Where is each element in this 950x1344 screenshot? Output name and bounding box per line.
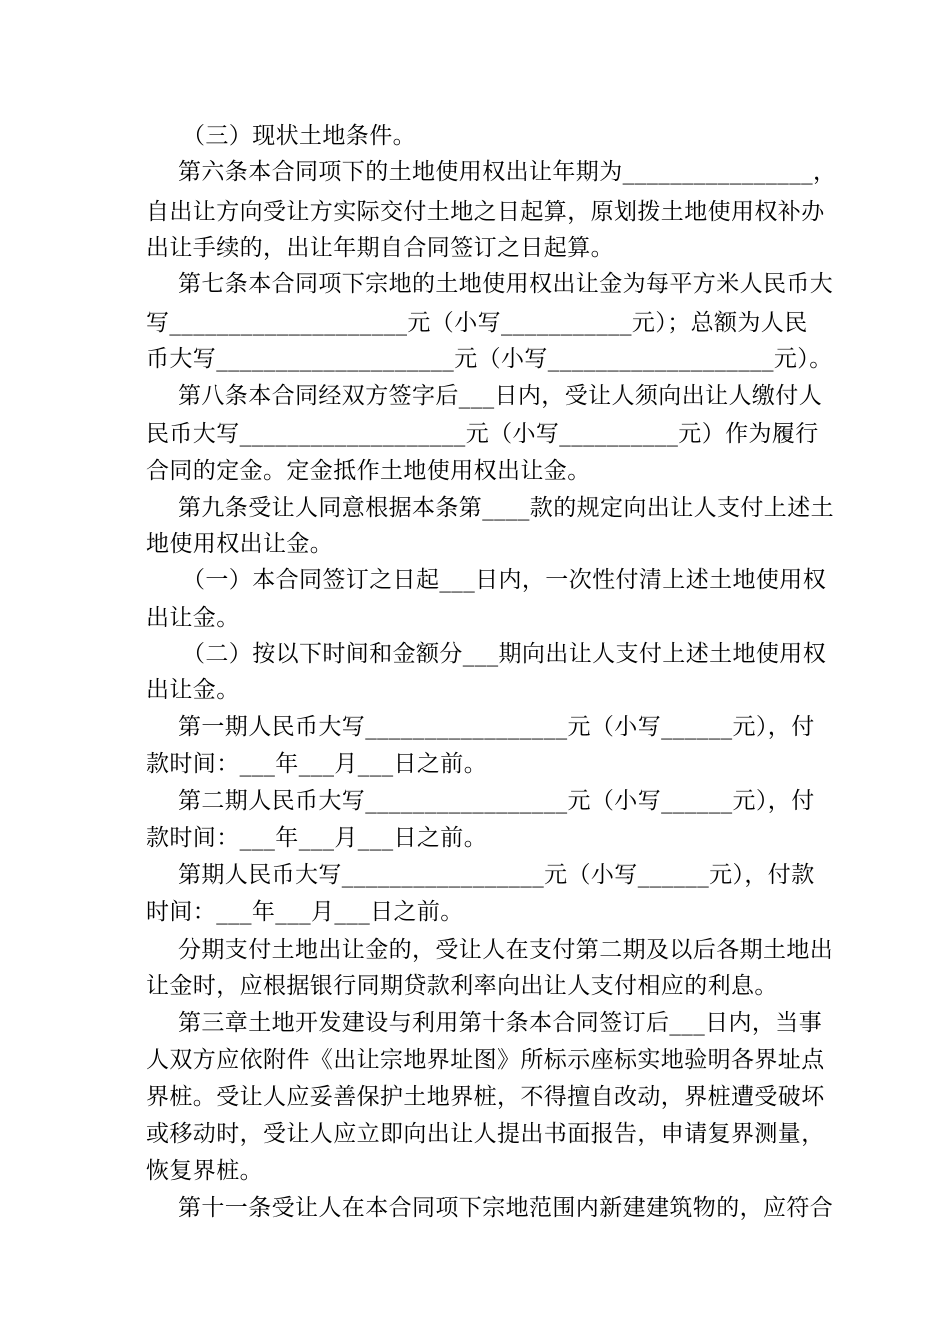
text-line: 分期支付土地出让金的，受让人在支付第二期及以后各期土地出 bbox=[178, 937, 834, 963]
text-line: 第十一条受让人在本合同项下宗地范围内新建建筑物的，应符合 bbox=[178, 1195, 834, 1221]
text-line: 出让金。 bbox=[146, 677, 240, 703]
text-line: 自出让方向受让方实际交付土地之日起算，原划拨土地使用权补办 bbox=[146, 199, 825, 225]
text-line: 第九条受让人同意根据本条第____款的规定向出让人支付上述土 bbox=[178, 495, 834, 521]
text-line: 出让金。 bbox=[146, 605, 240, 631]
text-line: 民币大写___________________元（小写__________元）作为履行 bbox=[146, 421, 819, 447]
text-line: 写____________________元（小写___________元）；总额为人民 bbox=[146, 310, 808, 336]
text-line: 让金时，应根据银行同期贷款利率向出让人支付相应的利息。 bbox=[146, 973, 778, 999]
text-line: 第二期人民币大写_________________元（小写______元），付 bbox=[178, 788, 815, 814]
text-line: 币大写____________________元（小写___________________元）。 bbox=[146, 346, 833, 372]
text-line: 第一期人民币大写_________________元（小写______元），付 bbox=[178, 714, 815, 740]
text-line: 第六条本合同项下的土地使用权出让年期为________________， bbox=[178, 159, 837, 185]
text-line: 款时间：___年___月___日之前。 bbox=[146, 751, 488, 777]
text-line: （一）本合同签订之日起___日内，一次性付清上述土地使用权 bbox=[182, 567, 827, 593]
text-line: 时间：___年___月___日之前。 bbox=[146, 899, 464, 925]
text-line: 出让手续的，出让年期自合同签订之日起算。 bbox=[146, 235, 614, 261]
text-line: 界桩。受让人应妥善保护土地界桩，不得擅自改动，界桩遭受破坏 bbox=[146, 1084, 825, 1110]
text-line: 合同的定金。定金抵作土地使用权出让金。 bbox=[146, 458, 591, 484]
text-line: 第七条本合同项下宗地的土地使用权出让金为每平方米人民币大 bbox=[178, 271, 834, 297]
text-line: 人双方应依附件《出让宗地界址图》所标示座标实地验明各界址点 bbox=[146, 1047, 825, 1073]
text-line: 第期人民币大写_________________元（小写______元），付款 bbox=[178, 862, 815, 888]
text-line: 地使用权出让金。 bbox=[146, 531, 334, 557]
text-line: 第八条本合同经双方签字后___日内，受让人须向出让人缴付人 bbox=[178, 383, 823, 409]
text-line: 第三章土地开发建设与利用第十条本合同签订后___日内，当事 bbox=[178, 1010, 823, 1036]
text-line: 或移动时，受让人应立即向出让人提出书面报告，申请复界测量， bbox=[146, 1121, 825, 1147]
text-line: 款时间：___年___月___日之前。 bbox=[146, 825, 488, 851]
text-line: （三）现状土地条件。 bbox=[182, 123, 416, 149]
text-line: 恢复界桩。 bbox=[146, 1158, 263, 1184]
text-line: （二）按以下时间和金额分___期向出让人支付上述土地使用权 bbox=[182, 641, 827, 667]
